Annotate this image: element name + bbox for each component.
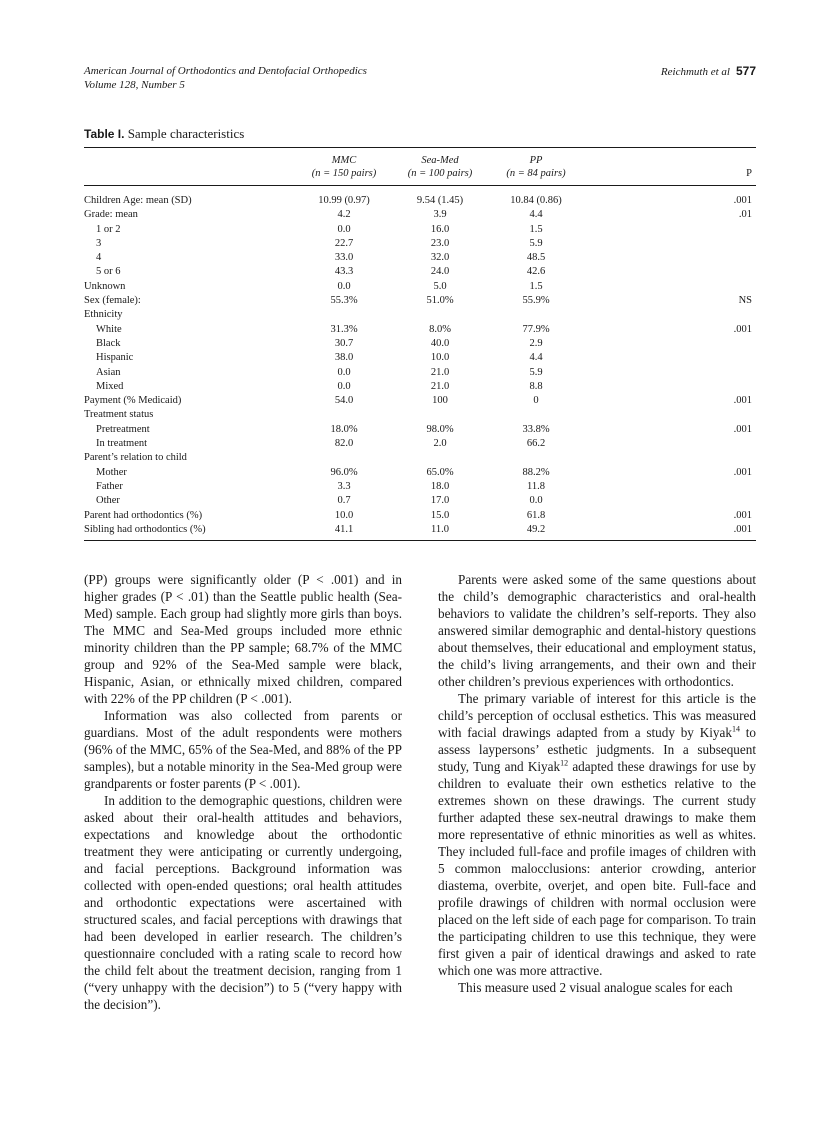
journal-title: American Journal of Orthodontics and Dentofacial Orthopedics xyxy=(84,65,367,77)
cell-p: .001 xyxy=(733,195,752,206)
row-label: 5 or 6 xyxy=(96,266,121,278)
row-label: Pretreatment xyxy=(96,423,150,435)
cell-pp: 0 xyxy=(533,395,539,407)
cell-sea-med: 15.0 xyxy=(430,509,450,521)
cell-sea-med xyxy=(392,451,488,465)
row-label: Payment (% Medicaid) xyxy=(84,395,182,407)
row-label: Mixed xyxy=(96,380,124,392)
cell-pp xyxy=(488,308,584,322)
cell-pp: 61.8 xyxy=(526,509,546,521)
cell-pp: 33.8% xyxy=(522,423,550,435)
text-span: The primary variable of interest for this article is the child’s perception of occlusal esthetics. This was measured with facial drawings adapted from a study by Kiyak xyxy=(438,691,756,740)
cell-p xyxy=(584,237,756,251)
cell-mmc xyxy=(296,408,392,422)
paragraph: This measure used 2 visual analogue scales for each xyxy=(458,980,733,995)
cell-pp: 1.5 xyxy=(529,280,543,292)
cell-p xyxy=(584,480,756,494)
row-label: Grade: mean xyxy=(84,209,138,221)
cell-mmc: 82.0 xyxy=(334,438,354,450)
cell-sea-med: 8.0% xyxy=(429,323,451,335)
row-label: Mother xyxy=(96,466,127,478)
col-mmc-n: (n = 150 pairs) xyxy=(311,168,377,179)
cell-sea-med: 100 xyxy=(432,395,448,407)
row-label: Unknown xyxy=(84,280,126,292)
table-row xyxy=(84,408,756,422)
cell-mmc: 0.0 xyxy=(337,223,351,235)
paragraph xyxy=(438,690,756,979)
text-span: adapted these drawings for use by children to evaluate their own esthetics relative to the extremes shown on these drawings. The current study further adapted these sex-neutral drawings to make them more representative of ethnic minorities as well as whites. They included full-face and profile images of children with 5 common malocclusions: anterior crowding, anterior diastema, overbite, overjet, and open bite. Full-face and profile drawings of children with normal occlusion were placed on the left side of each page for comparison. To train the participating children to use this technique, they were first given a pair of identical drawings and asked to rate which one was more attractive. xyxy=(438,759,757,978)
cell-sea-med: 9.54 (1.45) xyxy=(416,195,464,206)
row-label: 3 xyxy=(96,237,102,249)
cell-p xyxy=(584,408,756,422)
row-label: Hispanic xyxy=(96,352,134,364)
cell-pp: 4.4 xyxy=(529,209,543,221)
cell-sea-med: 5.0 xyxy=(433,280,447,292)
col-pp: PP xyxy=(529,155,543,166)
cell-sea-med: 21.0 xyxy=(430,366,450,378)
cell-pp: 55.9% xyxy=(522,295,550,307)
cell-sea-med: 17.0 xyxy=(430,495,450,507)
table-row xyxy=(84,366,756,380)
table-row xyxy=(84,451,756,465)
citation-ref: 14 xyxy=(731,724,740,734)
table-header-names xyxy=(84,150,756,167)
table-row xyxy=(84,188,756,208)
cell-pp: 66.2 xyxy=(526,438,546,450)
table-row xyxy=(84,208,756,222)
cell-pp: 48.5 xyxy=(526,252,546,264)
cell-pp: 4.4 xyxy=(529,352,543,364)
cell-pp xyxy=(488,408,584,422)
page-number: 577 xyxy=(735,64,756,78)
cell-mmc: 54.0 xyxy=(334,395,354,407)
cell-p xyxy=(584,437,756,451)
row-label: Parent had orthodontics (%) xyxy=(84,509,203,521)
cell-pp: 11.8 xyxy=(527,480,545,492)
col-sea-med-n: (n = 100 pairs) xyxy=(407,168,473,179)
cell-mmc: 43.3 xyxy=(334,266,354,278)
cell-p xyxy=(584,337,756,351)
cell-mmc: 0.7 xyxy=(337,495,351,507)
cell-mmc: 55.3% xyxy=(330,295,358,307)
cell-pp: 5.9 xyxy=(529,237,543,249)
cell-p xyxy=(584,380,756,394)
row-label: 1 or 2 xyxy=(96,223,121,235)
journal-volume: Volume 128, Number 5 xyxy=(84,79,185,91)
cell-pp: 1.5 xyxy=(529,223,543,235)
cell-sea-med: 10.0 xyxy=(430,352,450,364)
cell-p: .001 xyxy=(733,466,752,478)
cell-p xyxy=(584,451,756,465)
table-title: Sample characteristics xyxy=(127,126,245,141)
cell-mmc: 0.0 xyxy=(337,366,351,378)
cell-mmc: 10.0 xyxy=(334,509,354,521)
cell-p: .001 xyxy=(733,509,752,521)
cell-sea-med: 40.0 xyxy=(430,337,450,349)
cell-p xyxy=(584,251,756,265)
cell-sea-med: 21.0 xyxy=(430,380,450,392)
cell-mmc: 0.0 xyxy=(337,380,351,392)
table-row xyxy=(84,423,756,437)
cell-pp xyxy=(488,451,584,465)
cell-mmc: 3.3 xyxy=(337,480,351,492)
table-row xyxy=(84,265,756,279)
cell-p: .001 xyxy=(733,423,752,435)
row-label: Asian xyxy=(96,366,121,378)
row-label: Black xyxy=(96,337,121,349)
left-column xyxy=(84,571,402,1013)
cell-mmc: 10.99 (0.97) xyxy=(318,195,370,206)
cell-sea-med: 16.0 xyxy=(430,223,450,235)
table-row xyxy=(84,251,756,265)
author-page xyxy=(661,64,756,79)
cell-p: .001 xyxy=(733,523,752,535)
cell-sea-med: 51.0% xyxy=(426,295,454,307)
cell-sea-med: 23.0 xyxy=(430,237,450,249)
row-label: White xyxy=(96,323,122,335)
row-label: 4 xyxy=(96,252,102,264)
paragraph: (PP) groups were significantly older (P < .001) and in higher grades (P < .01) than the Seattle public health (Sea-Med) sample. Each group had slightly more girls than boys. The MMC and Sea-Med groups included more ethnic minority children than the PP sample; 68.7% of the MMC group and 92% of the Sea-Med sample were black, Hispanic, Asian, or ethnically mixed children, compared with 22% of the PP children (P < .001). xyxy=(84,572,402,706)
cell-mmc: 31.3% xyxy=(330,323,358,335)
row-label: Treatment status xyxy=(84,409,154,421)
cell-sea-med: 32.0 xyxy=(430,252,450,264)
cell-sea-med xyxy=(392,408,488,422)
row-label: Sex (female): xyxy=(84,295,141,307)
table-bottom-rule xyxy=(84,540,756,541)
cell-pp: 77.9% xyxy=(522,323,550,335)
table-row xyxy=(84,437,756,451)
cell-sea-med: 2.0 xyxy=(433,438,447,450)
cell-mmc xyxy=(296,308,392,322)
paragraph: In addition to the demographic questions, children were asked about their oral-health attitudes and behaviors, expectations and knowledge about the orthodontic treatment they were anticipating or currently undergoing, and facial perceptions. Background information was collected with open-ended questions; oral health attitudes and orthodontic expectations were ascertained with structured scales, and facial perceptions with drawings that had been developed in earlier research. The children’s questionnaire concluded with a rating scale to record how the child felt about the treatment decision, ranging from 1 (“very unhappy with the decision”) to 5 (“very happy with the decision”). xyxy=(84,793,402,1012)
table-row xyxy=(84,466,756,480)
cell-pp: 5.9 xyxy=(529,366,543,378)
cell-sea-med: 11.0 xyxy=(431,523,449,535)
cell-sea-med: 24.0 xyxy=(430,266,450,278)
table-body xyxy=(84,188,756,537)
cell-p xyxy=(584,351,756,365)
cell-p xyxy=(584,265,756,279)
journal-info xyxy=(84,64,367,92)
col-sea-med: Sea-Med xyxy=(421,155,459,166)
row-label: Other xyxy=(96,495,120,507)
table-row xyxy=(84,280,756,294)
cell-mmc: 33.0 xyxy=(334,252,354,264)
table-row xyxy=(84,337,756,351)
cell-mmc: 4.2 xyxy=(337,209,351,221)
table-row xyxy=(84,237,756,251)
table-header-n xyxy=(84,167,756,180)
cell-sea-med: 98.0% xyxy=(426,423,454,435)
cell-p xyxy=(584,280,756,294)
cell-mmc: 41.1 xyxy=(334,523,354,535)
table-top-rule xyxy=(84,147,756,148)
cell-pp: 8.8 xyxy=(529,380,543,392)
row-label: Parent’s relation to child xyxy=(84,452,187,464)
cell-mmc: 38.0 xyxy=(334,352,354,364)
table-row xyxy=(84,509,756,523)
cell-p: .001 xyxy=(733,323,752,335)
cell-p xyxy=(584,308,756,322)
cell-p xyxy=(584,494,756,508)
sample-characteristics-table xyxy=(84,150,756,537)
table-row xyxy=(84,323,756,337)
paragraph: Parents were asked some of the same questions about the child’s demographic characteristics and oral-health behaviors to validate the children’s self-reports. They also answered similar demographic and dental-history questions about themselves, their educational and employment status, the child’s living arrangements, and their own and their other children’s previous experiences with orthodontics. xyxy=(438,572,756,689)
table-row xyxy=(84,223,756,237)
row-label: Children Age: mean (SD) xyxy=(84,195,192,206)
row-label: Sibling had orthodontics (%) xyxy=(84,523,206,535)
col-p: P xyxy=(746,168,752,179)
cell-mmc: 0.0 xyxy=(337,280,351,292)
cell-p: .01 xyxy=(738,209,752,221)
cell-pp: 88.2% xyxy=(522,466,550,478)
table-row xyxy=(84,294,756,308)
row-label: Ethnicity xyxy=(84,309,123,321)
cell-p: .001 xyxy=(733,395,752,407)
table-row xyxy=(84,380,756,394)
cell-mmc: 18.0% xyxy=(330,423,358,435)
cell-p xyxy=(584,366,756,380)
table-row xyxy=(84,351,756,365)
table-row xyxy=(84,480,756,494)
paragraph: Information was also collected from parents or guardians. Most of the adult respondents were mothers (96% of the MMC, 65% of the Sea-Med, and 88% of the PP samples), but a notable minority in the Sea-Med group were grandparents or foster parents (P < .001). xyxy=(84,708,402,791)
cell-pp: 0.0 xyxy=(529,495,543,507)
cell-p xyxy=(584,223,756,237)
cell-mmc: 22.7 xyxy=(334,237,354,249)
col-mmc: MMC xyxy=(331,155,357,166)
table-row xyxy=(84,494,756,508)
row-label: Father xyxy=(96,480,123,492)
right-column xyxy=(438,571,756,996)
cell-pp: 42.6 xyxy=(526,266,546,278)
table-caption xyxy=(84,126,244,142)
cell-sea-med: 65.0% xyxy=(426,466,454,478)
authors: Reichmuth et al xyxy=(660,66,730,78)
cell-mmc xyxy=(296,451,392,465)
text-span: to assess laypersons’ esthetic judgments. In a subsequent study, Tung and Kiyak xyxy=(438,725,756,774)
cell-p: NS xyxy=(738,295,752,307)
cell-pp: 49.2 xyxy=(526,523,546,535)
cell-sea-med xyxy=(392,308,488,322)
row-label: In treatment xyxy=(96,438,148,450)
cell-mmc: 30.7 xyxy=(334,337,354,349)
table-row xyxy=(84,308,756,322)
cell-sea-med: 18.0 xyxy=(430,480,450,492)
cell-sea-med: 3.9 xyxy=(433,209,447,221)
cell-pp: 10.84 (0.86) xyxy=(510,195,562,206)
table-label: Table I. xyxy=(84,127,125,141)
citation-ref: 12 xyxy=(560,758,569,768)
col-pp-n: (n = 84 pairs) xyxy=(506,168,566,179)
cell-mmc: 96.0% xyxy=(330,466,358,478)
cell-pp: 2.9 xyxy=(529,337,543,349)
table-row xyxy=(84,394,756,408)
table-row xyxy=(84,523,756,537)
